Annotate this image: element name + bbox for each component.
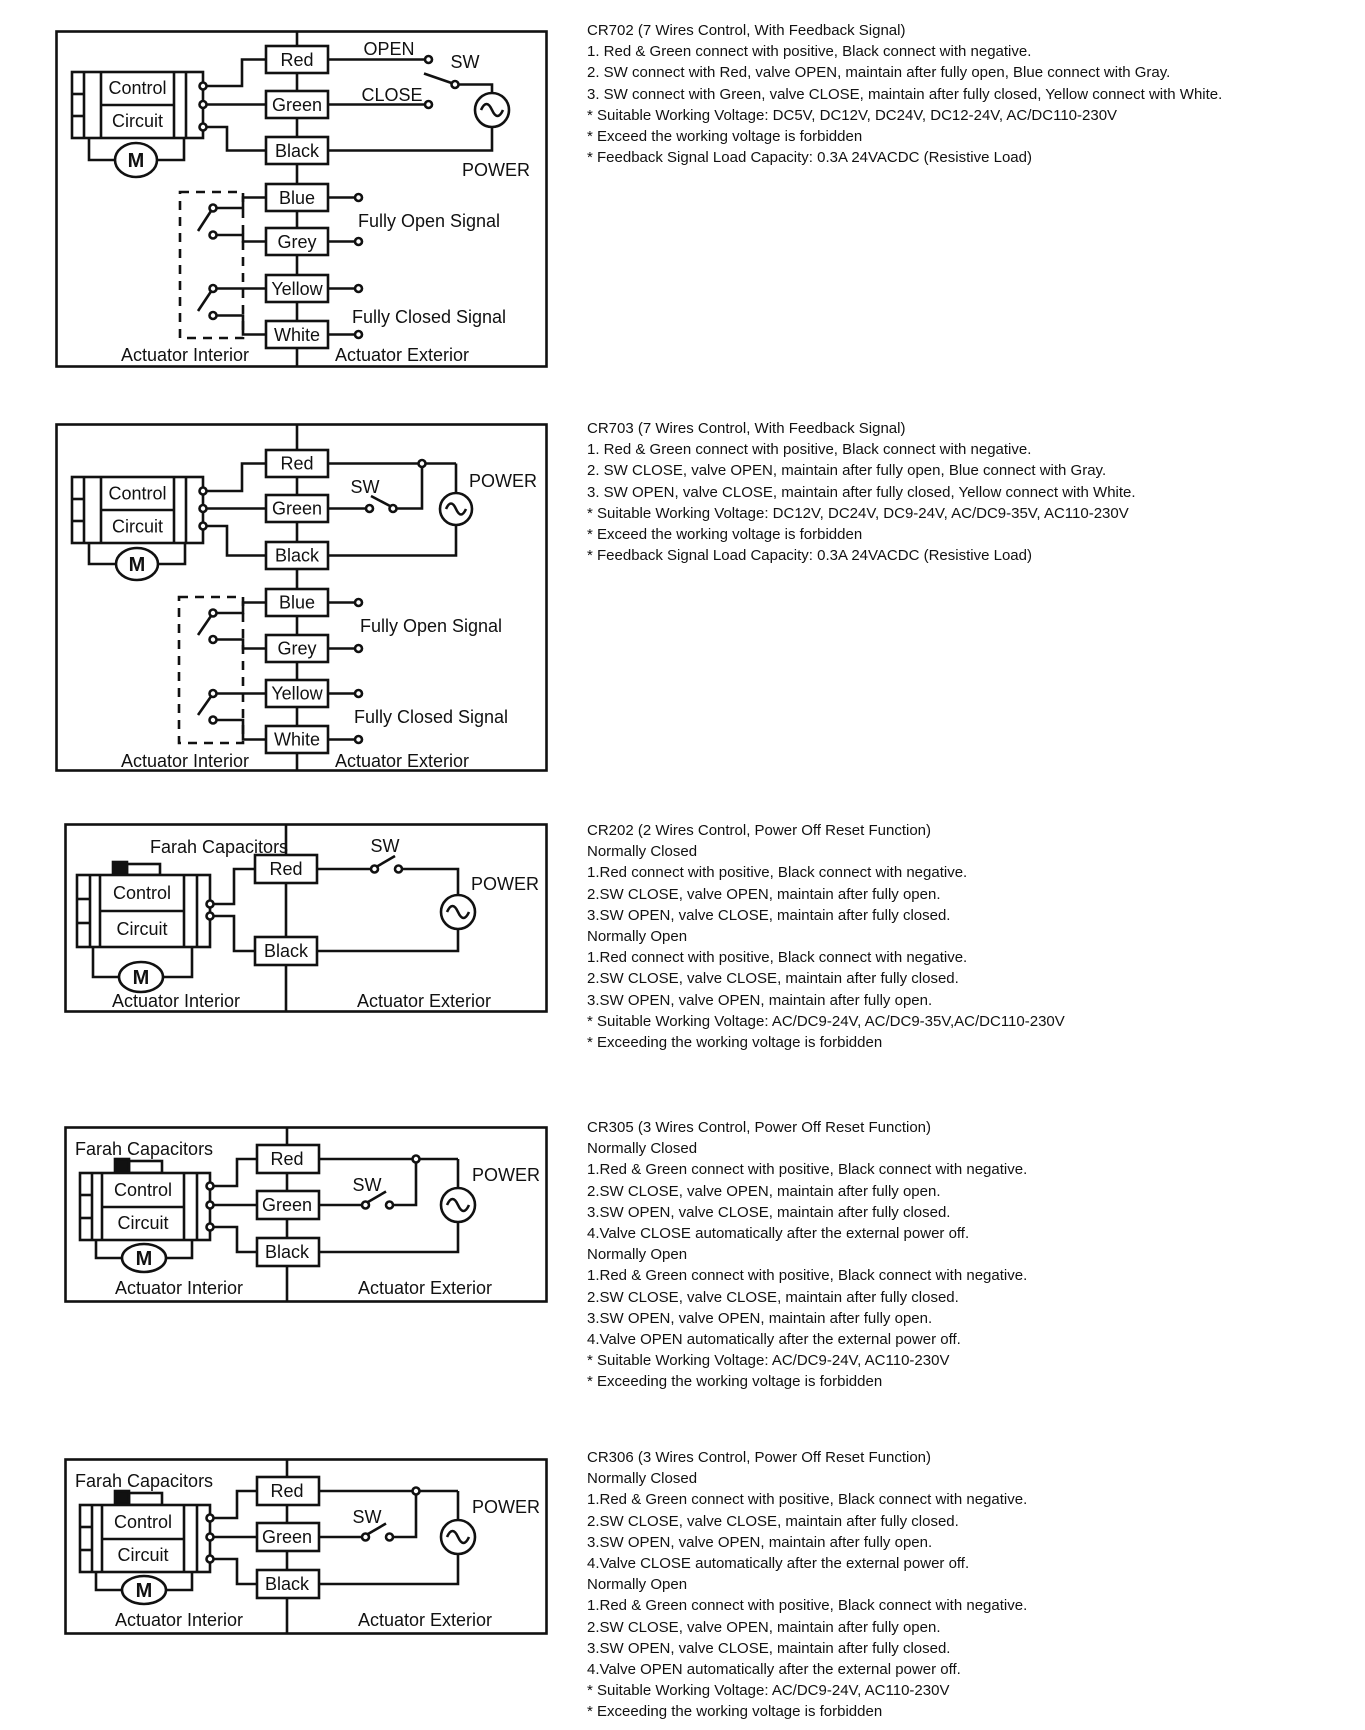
- circuit-label: Circuit: [116, 919, 168, 939]
- note-line: 4.Valve OPEN automatically after the external power off.: [587, 1661, 961, 1679]
- capacitor-symbol: [115, 1159, 129, 1172]
- wire-label-red: Red: [269, 859, 303, 879]
- actuator-interior-label: Actuator Interior: [111, 991, 241, 1011]
- close-terminal: [425, 101, 432, 108]
- note-line: Normally Closed: [587, 843, 698, 861]
- sw-label: SW: [352, 1175, 382, 1195]
- motor-label: M: [127, 150, 145, 172]
- fully-open-signal-label: Fully Open Signal: [357, 211, 501, 231]
- actuator-interior-label: Actuator Interior: [120, 345, 250, 365]
- motor-label: M: [128, 554, 146, 576]
- control-label: Control: [113, 1180, 173, 1200]
- note-line: Normally Closed: [587, 1140, 698, 1158]
- junction-terminal: [419, 460, 426, 467]
- note-line: 2.SW CLOSE, valve OPEN, maintain after fully open.: [587, 1618, 941, 1636]
- motor-label: M: [132, 967, 150, 989]
- fully-closed-signal-label: Fully Closed Signal: [353, 707, 509, 727]
- close-label: CLOSE: [361, 85, 423, 105]
- note-cr306: [587, 1447, 1357, 1723]
- power-label: POWER: [468, 471, 538, 491]
- power-label: POWER: [461, 160, 531, 180]
- note-line: * Exceeding the working voltage is forbidden: [587, 1373, 883, 1391]
- fully-closed-signal-label: Fully Closed Signal: [351, 307, 507, 327]
- note-title: CR305 (3 Wires Control, Power Off Reset Function): [587, 1119, 932, 1136]
- note-line: 1. Red & Green connect with positive, Black connect with negative.: [587, 43, 1032, 61]
- circuit-label: Circuit: [111, 111, 164, 131]
- actuator-interior-label: Actuator Interior: [114, 1610, 244, 1630]
- note-line: 1.Red & Green connect with positive, Black connect with negative.: [587, 1597, 1028, 1615]
- actuator-interior-label: Actuator Interior: [114, 1278, 244, 1298]
- sw-lever: [371, 496, 390, 506]
- capacitor-symbol: [115, 1491, 129, 1504]
- note-line: Normally Closed: [587, 1470, 698, 1488]
- wire-label-white: White: [273, 325, 321, 345]
- note-cr202: [587, 820, 1357, 1053]
- note-line: 1.Red & Green connect with positive, Black connect with negative.: [587, 1267, 1028, 1285]
- note-cr703: [587, 418, 1357, 566]
- open-label: OPEN: [363, 39, 415, 59]
- note-line: * Exceed the working voltage is forbidden: [587, 526, 863, 544]
- wire-label-green: Green: [271, 95, 323, 115]
- note-line: 3. SW OPEN, valve CLOSE, maintain after fully closed, Yellow connect with White.: [587, 483, 1136, 501]
- note-line: 4.Valve CLOSE automatically after the external power off.: [587, 1225, 970, 1243]
- wire-label-blue: Blue: [278, 188, 316, 208]
- wire-label-black: Black: [274, 545, 320, 566]
- note-line: * Feedback Signal Load Capacity: 0.3A 24VACDC (Resistive Load): [587, 149, 1032, 167]
- actuator-exterior-label: Actuator Exterior: [334, 751, 470, 771]
- actuator-exterior-label: Actuator Exterior: [357, 1610, 493, 1630]
- note-line: * Exceeding the working voltage is forbidden: [587, 1034, 883, 1052]
- note-line: 3.SW OPEN, valve CLOSE, maintain after fully closed.: [587, 906, 951, 924]
- note-line: 4.Valve OPEN automatically after the external power off.: [587, 1331, 961, 1349]
- power-label: POWER: [471, 1497, 541, 1517]
- note-line: Normally Open: [587, 928, 688, 946]
- note-line: 1. Red & Green connect with positive, Black connect with negative.: [587, 441, 1032, 459]
- junction-terminal: [413, 1488, 420, 1495]
- note-title: CR202 (2 Wires Control, Power Off Reset Function): [587, 822, 932, 839]
- wire-label-red: Red: [270, 1481, 304, 1501]
- wire-label-black: Black: [263, 941, 309, 961]
- wire-label-black: Black: [264, 1242, 310, 1262]
- note-title: CR703 (7 Wires Control, With Feedback Signal): [587, 420, 906, 437]
- control-label: Control: [112, 883, 172, 903]
- actuator-exterior-label: Actuator Exterior: [357, 1278, 493, 1298]
- note-line: 2.SW CLOSE, valve CLOSE, maintain after fully closed.: [587, 970, 959, 988]
- junction-terminal: [413, 1156, 420, 1163]
- cr202-wiring-diagram: [64, 823, 548, 1013]
- motor-label: M: [135, 1248, 153, 1270]
- note-line: * Exceeding the working voltage is forbidden: [587, 1703, 883, 1721]
- note-line: 2. SW CLOSE, valve OPEN, maintain after fully open, Blue connect with Gray.: [587, 462, 1107, 480]
- power-label: POWER: [470, 874, 540, 894]
- note-line: * Exceed the working voltage is forbidden: [587, 128, 863, 146]
- note-line: Normally Open: [587, 1576, 688, 1594]
- cr306-wiring-diagram: [64, 1458, 548, 1635]
- note-line: 3.SW OPEN, valve OPEN, maintain after fully open.: [587, 1533, 933, 1551]
- note-line: 1.Red & Green connect with positive, Black connect with negative.: [587, 1491, 1028, 1509]
- sw-lever: [424, 74, 452, 84]
- farah-capacitors-label: Farah Capacitors: [75, 1471, 214, 1491]
- note-line: 2. SW connect with Red, valve OPEN, maintain after fully open, Blue connect with Gray.: [587, 64, 1171, 82]
- wire-label-red: Red: [270, 1149, 304, 1169]
- sw-label: SW: [352, 1507, 382, 1527]
- wire-label-blue: Blue: [278, 592, 316, 613]
- control-label: Control: [108, 78, 167, 98]
- note-line: * Suitable Working Voltage: AC/DC9-24V, AC/DC9-35V,AC/DC110-230V: [587, 1012, 1065, 1030]
- note-cr305: [587, 1117, 1357, 1393]
- open-terminal: [425, 56, 432, 63]
- note-line: * Suitable Working Voltage: AC/DC9-24V, AC110-230V: [587, 1352, 950, 1370]
- note-line: 1.Red connect with positive, Black connect with negative.: [587, 864, 968, 882]
- control-label: Control: [108, 483, 167, 504]
- wire-label-green: Green: [261, 1195, 313, 1215]
- note-line: 2.SW CLOSE, valve CLOSE, maintain after fully closed.: [587, 1288, 959, 1306]
- motor-label: M: [135, 1580, 153, 1602]
- fully-open-signal-label: Fully Open Signal: [359, 616, 503, 636]
- circuit-label: Circuit: [111, 516, 164, 537]
- circuit-label: Circuit: [117, 1213, 169, 1233]
- note-line: 2.SW CLOSE, valve OPEN, maintain after fully open.: [587, 1182, 941, 1200]
- note-line: 3.SW OPEN, valve CLOSE, maintain after fully closed.: [587, 1203, 951, 1221]
- note-line: * Feedback Signal Load Capacity: 0.3A 24VACDC (Resistive Load): [587, 547, 1032, 565]
- circuit-label: Circuit: [117, 1545, 169, 1565]
- note-line: 4.Valve CLOSE automatically after the external power off.: [587, 1555, 970, 1573]
- note-line: 3.SW OPEN, valve OPEN, maintain after fully open.: [587, 1309, 933, 1327]
- wire-label-white: White: [273, 729, 321, 750]
- cr703-wiring-diagram: [55, 423, 548, 772]
- note-cr702: [587, 20, 1357, 168]
- farah-capacitors-label: Farah Capacitors: [75, 1139, 214, 1159]
- wire-label-grey: Grey: [277, 232, 317, 252]
- note-line: Normally Open: [587, 1246, 688, 1264]
- power-label: POWER: [471, 1165, 541, 1185]
- sw-label: SW: [370, 836, 400, 856]
- note-line: 2.SW CLOSE, valve OPEN, maintain after fully open.: [587, 885, 941, 903]
- note-line: 3.SW OPEN, valve OPEN, maintain after fully open.: [587, 991, 933, 1009]
- control-label: Control: [113, 1512, 173, 1532]
- wire-label-green: Green: [271, 498, 323, 519]
- wire-label-black: Black: [264, 1574, 310, 1594]
- note-line: 1.Red connect with positive, Black connect with negative.: [587, 949, 968, 967]
- sw-label: SW: [350, 477, 380, 497]
- note-title: CR702 (7 Wires Control, With Feedback Signal): [587, 22, 906, 39]
- cr305-wiring-diagram: [64, 1126, 548, 1303]
- wire-label-red: Red: [280, 453, 314, 474]
- actuator-exterior-label: Actuator Exterior: [334, 345, 470, 365]
- wire-label-grey: Grey: [277, 638, 317, 659]
- actuator-interior-label: Actuator Interior: [120, 751, 250, 771]
- note-line: 2.SW CLOSE, valve CLOSE, maintain after fully closed.: [587, 1512, 959, 1530]
- note-line: * Suitable Working Voltage: DC5V, DC12V, DC24V, DC12-24V, AC/DC110-230V: [587, 106, 1118, 124]
- note-line: 3. SW connect with Green, valve CLOSE, maintain after fully closed, Yellow connect with White.: [587, 85, 1223, 103]
- sw-label: SW: [450, 52, 480, 72]
- wire-label-black: Black: [274, 141, 320, 161]
- note-line: 3.SW OPEN, valve CLOSE, maintain after fully closed.: [587, 1639, 951, 1657]
- note-line: * Suitable Working Voltage: DC12V, DC24V, DC9-24V, AC/DC9-35V, AC110-230V: [587, 504, 1129, 522]
- note-line: * Suitable Working Voltage: AC/DC9-24V, AC110-230V: [587, 1682, 950, 1700]
- wire-label-yellow: Yellow: [271, 279, 323, 299]
- wire-label-green: Green: [261, 1527, 313, 1547]
- farah-capacitors-label: Farah Capacitors: [150, 837, 289, 857]
- cr702-wiring-diagram: [55, 30, 548, 368]
- note-title: CR306 (3 Wires Control, Power Off Reset Function): [587, 1449, 932, 1466]
- wire-label-red: Red: [280, 50, 314, 70]
- wire-label-yellow: Yellow: [271, 683, 323, 704]
- sw-lever: [377, 856, 395, 867]
- note-line: 1.Red & Green connect with positive, Black connect with negative.: [587, 1161, 1028, 1179]
- capacitor-symbol: [113, 862, 127, 875]
- actuator-exterior-label: Actuator Exterior: [356, 991, 492, 1011]
